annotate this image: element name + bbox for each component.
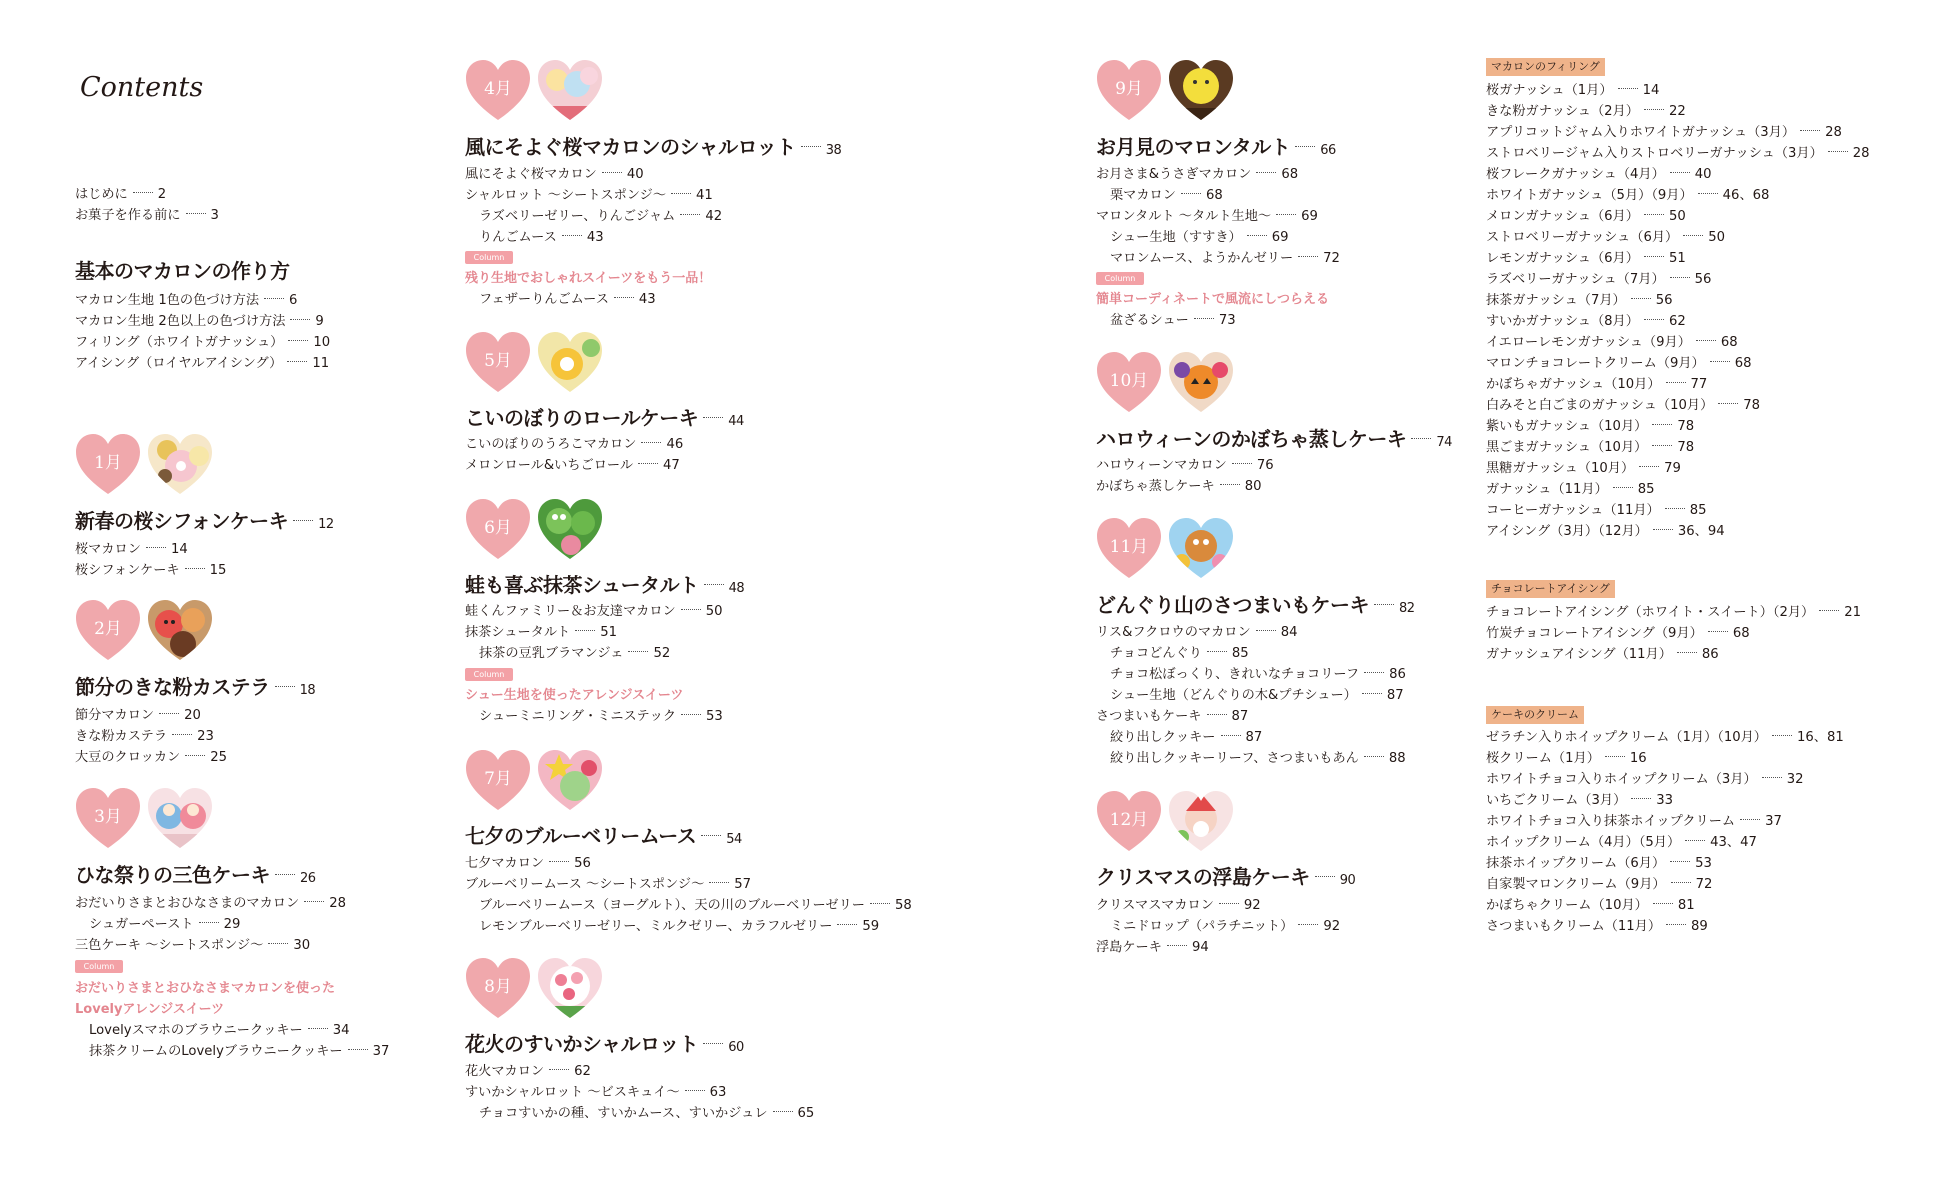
toc-entry[interactable]: クリスマスマカロン 92 [1096,898,1261,913]
toc-entry[interactable]: はじめに 2 [75,187,167,202]
toc-entry[interactable]: ストロベリージャム入りストロベリーガナッシュ（3月） 28 [1486,146,1870,161]
toc-entry[interactable]: メロンロール&いちごロール 47 [465,458,680,473]
toc-entry[interactable]: すいかガナッシュ（8月） 62 [1486,314,1686,329]
toc-entry[interactable]: マカロン生地 1色の色づけ方法 6 [75,293,298,308]
month-title-jan[interactable]: 新春の桜シフォンケーキ 12 [75,509,334,533]
toc-entry[interactable]: ガナッシュアイシング（11月） 86 [1486,647,1719,662]
column-3 [1096,0,1476,1194]
toc-entry[interactable]: 桜フレークガナッシュ（4月） 40 [1486,167,1712,182]
toc-entry[interactable]: かぼちゃガナッシュ（10月） 77 [1486,377,1708,392]
column-title[interactable]: 残り生地でおしゃれスイーツをもう一品！ [465,271,712,286]
toc-entry[interactable]: 抹茶の豆乳ブラマンジェ 52 [479,646,671,661]
month-label: 11月 [1109,537,1149,557]
month-title-aug[interactable]: 花火のすいかシャルロット 60 [465,1032,744,1056]
sakura-macaron-photo [147,432,213,498]
column-title[interactable]: シュー生地を使ったアレンジスイーツ [465,688,684,703]
toc-entry[interactable]: ラズベリーゼリー、りんごジャム 42 [479,209,723,224]
toc-entry[interactable]: Lovelyスマホのブラウニークッキー 34 [89,1023,350,1038]
toc-entry[interactable]: 白みそと白ごまのガナッシュ（10月） 78 [1486,398,1761,413]
tanabata-macaron-photo [537,748,603,814]
hanabi-macaron-photo [537,956,603,1022]
toc-entry[interactable]: 竹炭チョコレートアイシング（9月） 68 [1486,626,1750,641]
toc-entry[interactable]: 黒糖ガナッシュ（10月） 79 [1486,461,1681,476]
toc-entry[interactable]: アイシング（3月）（12月） 36、94 [1486,524,1725,539]
toc-entry[interactable]: ホワイトガナッシュ（5月）（9月） 46、68 [1486,188,1770,203]
toc-entry[interactable]: 桜マカロン 14 [75,542,188,557]
column-badge: Column [465,668,513,681]
month-heart-feb [75,598,141,664]
month-heart-mar [75,786,141,852]
halloween-macaron-photo [1168,350,1234,416]
toc-entry[interactable]: 桜シフォンケーキ 15 [75,563,227,578]
month-title-may[interactable]: こいのぼりのロールケーキ 44 [465,406,744,430]
toc-entry[interactable]: マロンムース、ようかんゼリー 72 [1110,251,1340,266]
toc-entry[interactable]: シュガーペースト 29 [89,917,241,932]
hina-macaron-photo [147,786,213,852]
choco-section-tag: チョコレートアイシング [1486,580,1615,598]
month-title-apr[interactable]: 風にそよぐ桜マカロンのシャルロット 38 [465,135,842,159]
month-heart-nov [1096,516,1162,582]
toc-entry[interactable]: メロンガナッシュ（6月） 50 [1486,209,1686,224]
month-label: 4月 [484,79,512,99]
month-heart-jun [465,497,531,563]
toc-entry[interactable]: ゼラチン入りホイップクリーム（1月）（10月） 16、81 [1486,730,1844,745]
toc-entry[interactable]: きな粉ガナッシュ（2月） 22 [1486,104,1686,119]
sakura-charlotte-photo [537,58,603,124]
toc-entry[interactable]: 紫いもガナッシュ（10月） 78 [1486,419,1695,434]
toc-entry[interactable]: 節分マカロン 20 [75,708,201,723]
toc-entry[interactable]: チョコすいかの種、すいかムース、すいかジュレ 65 [479,1106,815,1121]
month-heart-jan [75,432,141,498]
frog-macaron-photo [537,497,603,563]
month-label: 1月 [94,453,122,473]
toc-entry[interactable]: おだいりさまとおひなさまのマカロン 28 [75,896,346,911]
toc-entry[interactable]: イエローレモンガナッシュ（9月） 68 [1486,335,1738,350]
toc-entry[interactable]: フェザーりんごムース 43 [479,292,656,307]
column-badge: Column [75,960,123,973]
column-badge: Column [1096,272,1144,285]
toc-entry[interactable]: シューミニリング・ミニステック 53 [479,709,723,724]
toc-entry[interactable]: 蛙くんファミリー＆お友達マカロン 50 [465,604,723,619]
month-label: 5月 [484,351,512,371]
toc-entry[interactable]: ストロベリーガナッシュ（6月） 50 [1486,230,1726,245]
toc-entry[interactable]: 浮島ケーキ 94 [1096,940,1209,955]
month-label: 10月 [1109,371,1149,391]
toc-entry[interactable]: リス&フクロウのマカロン 84 [1096,625,1298,640]
oni-macaron-photo [147,598,213,664]
toc-entry[interactable]: さつまいもケーキ 87 [1096,709,1249,724]
month-title-jul[interactable]: 七夕のブルーベリームース 54 [465,824,742,848]
toc-entry[interactable]: 花火マカロン 62 [465,1064,591,1079]
month-heart-oct [1096,350,1162,416]
month-heart-sep [1096,58,1162,124]
toc-entry[interactable]: シャルロット ～シートスポンジ～ 41 [465,188,713,203]
month-heart-dec [1096,789,1162,855]
toc-entry[interactable]: ホワイトチョコ入りホイップクリーム（3月） 32 [1486,772,1804,787]
toc-entry[interactable]: 風にそよぐ桜マカロン 40 [465,167,644,182]
toc-entry[interactable]: チョコどんぐり 85 [1110,646,1249,661]
month-title-feb[interactable]: 節分のきな粉カステラ 18 [75,675,316,699]
toc-entry[interactable]: アイシング（ロイヤルアイシング） 11 [75,356,330,371]
toc-entry[interactable]: ブルーベリームース ～シートスポンジ～ 57 [465,877,752,892]
section-title-basics[interactable]: 基本のマカロンの作り方 [75,259,290,283]
column-title[interactable]: 簡単コーディネートで風流にしつらえる [1096,292,1329,307]
cream-section-tag: ケーキのクリーム [1486,706,1584,724]
toc-entry[interactable]: 抹茶ガナッシュ（7月） 56 [1486,293,1673,308]
toc-entry[interactable]: ガナッシュ（11月） 85 [1486,482,1655,497]
toc-entry[interactable]: お月さま&うさぎマカロン 68 [1096,167,1299,182]
toc-entry[interactable]: すいかシャルロット ～ビスキュイ～ 63 [465,1085,727,1100]
toc-entry[interactable]: こいのぼりのうろこマカロン 46 [465,437,684,452]
toc-entry[interactable]: シュー生地（すすき） 69 [1110,230,1289,245]
toc-entry[interactable]: コーヒーガナッシュ（11月） 85 [1486,503,1707,518]
toc-entry[interactable]: 栗マカロン 68 [1110,188,1223,203]
column-title[interactable]: Lovelyアレンジスイーツ [75,1002,225,1017]
column-badge: Column [465,251,513,264]
toc-entry[interactable]: ミニドロップ（パラチニット） 92 [1110,919,1341,934]
month-heart-aug [465,956,531,1022]
toc-entry[interactable]: かぼちゃクリーム（10月） 81 [1486,898,1695,913]
toc-entry[interactable]: ホイップクリーム（4月）（5月） 43、47 [1486,835,1757,850]
toc-entry[interactable]: レモンブルーベリーゼリー、ミルクゼリー、カラフルゼリー 59 [479,919,880,934]
moon-macaron-photo [1168,58,1234,124]
toc-entry[interactable]: 絞り出しクッキー 87 [1110,730,1263,745]
column-title[interactable]: おだいりさまとおひなさまマカロンを使った [75,981,336,996]
toc-entry[interactable]: フィリング（ホワイトガナッシュ） 10 [75,335,331,350]
toc-entry[interactable]: りんごムース 43 [479,230,604,245]
toc-entry[interactable]: きな粉カステラ 23 [75,729,214,744]
toc-entry[interactable]: ホワイトチョコ入り抹茶ホイップクリーム 37 [1486,814,1782,829]
toc-entry[interactable]: 桜ガナッシュ（1月） 14 [1486,83,1660,98]
toc-entry[interactable]: 絞り出しクッキーリーフ、さつまいもあん 88 [1110,751,1406,766]
toc-entry[interactable]: さつまいもクリーム（11月） 89 [1486,919,1708,934]
toc-entry[interactable]: 自家製マロンクリーム（9月） 72 [1486,877,1713,892]
month-title-mar[interactable]: ひな祭りの三色ケーキ 26 [75,863,316,887]
column-2 [465,0,925,1194]
toc-entry[interactable]: マロンチョコレートクリーム（9月） 68 [1486,356,1752,371]
column-1 [75,0,415,1194]
month-label: 6月 [484,518,512,538]
toc-entry[interactable]: 桜クリーム（1月） 16 [1486,751,1647,766]
contents-title: Contents [80,72,204,103]
toc-entry[interactable]: 大豆のクロッカン 25 [75,750,228,765]
month-title-nov[interactable]: どんぐり山のさつまいもケーキ 82 [1096,593,1415,617]
toc-entry[interactable]: 盆ざるシュー 73 [1110,313,1236,328]
toc-entry[interactable]: 抹茶クリームのLovelyブラウニークッキー 37 [89,1044,390,1059]
toc-entry[interactable]: アプリコットジャム入りホワイトガナッシュ（3月） 28 [1486,125,1842,140]
month-label: 7月 [484,769,512,789]
month-title-dec[interactable]: クリスマスの浮島ケーキ 90 [1096,865,1356,889]
koinobori-macaron-photo [537,330,603,396]
toc-entry[interactable]: お菓子を作る前に 3 [75,208,219,223]
toc-entry[interactable]: マカロン生地 2色以上の色づけ方法 9 [75,314,324,329]
toc-entry[interactable]: チョコレートアイシング（ホワイト・スイート）（2月） 21 [1486,605,1862,620]
month-title-jun[interactable]: 蛙も喜ぶ抹茶シュータルト 48 [465,573,745,597]
month-label: 3月 [94,807,122,827]
toc-entry[interactable]: レモンガナッシュ（6月） 51 [1486,251,1686,266]
toc-entry[interactable]: ハロウィーンマカロン 76 [1096,458,1274,473]
toc-entry[interactable]: ラズベリーガナッシュ（7月） 56 [1486,272,1712,287]
toc-entry[interactable]: 抹茶シュータルト 51 [465,625,618,640]
toc-entry[interactable]: ブルーベリームース（ヨーグルト）、天の川のブルーベリーゼリー 58 [479,898,912,913]
month-label: 8月 [484,977,512,997]
month-title-oct[interactable]: ハロウィーンのかぼちゃ蒸しケーキ 74 [1096,427,1452,451]
month-label: 2月 [94,619,122,639]
toc-entry[interactable]: シュー生地（どんぐりの木&プチシュー） 87 [1110,688,1404,703]
toc-entry[interactable]: チョコ松ぼっくり、きれいなチョコリーフ 86 [1110,667,1406,682]
toc-entry[interactable]: 抹茶ホイップクリーム（6月） 53 [1486,856,1712,871]
filling-section-tag: マカロンのフィリング [1486,58,1605,76]
santa-macaron-photo [1168,789,1234,855]
toc-entry[interactable]: いちごクリーム（3月） 33 [1486,793,1674,808]
month-heart-jul [465,748,531,814]
month-label: 9月 [1115,79,1143,99]
month-label: 12月 [1109,810,1149,830]
toc-entry[interactable]: 三色ケーキ ～シートスポンジ～ 30 [75,938,311,953]
month-heart-apr [465,58,531,124]
toc-entry[interactable]: マロンタルト ～タルト生地～ 69 [1096,209,1318,224]
squirrel-macaron-photo [1168,516,1234,582]
column-4 [1486,0,1926,1194]
toc-entry[interactable]: 七夕マカロン 56 [465,856,591,871]
month-title-sep[interactable]: お月見のマロンタルト 66 [1096,135,1336,159]
month-heart-may [465,330,531,396]
toc-entry[interactable]: かぼちゃ蒸しケーキ 80 [1096,479,1262,494]
toc-entry[interactable]: 黒ごまガナッシュ（10月） 78 [1486,440,1695,455]
